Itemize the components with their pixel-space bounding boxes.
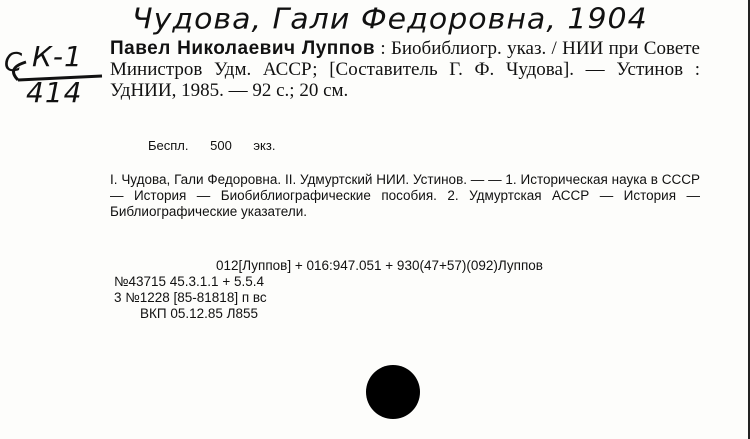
code-line-2: №43715 45.3.1.1 + 5.5.4 bbox=[114, 274, 264, 289]
shelf-code-letter: С bbox=[4, 48, 24, 78]
entry-author: Павел Николаевич Луппов bbox=[110, 38, 376, 59]
subject-headings: I. Чудова, Гали Федоровна. II. Удмуртский НИИ. Устинов. — — 1. Историческая наука в СССР — История — Биобиблиографические пособия. 2. Удмуртская АССР — История — Библиографические указатели. bbox=[110, 172, 700, 219]
punch-hole bbox=[366, 365, 420, 419]
handwritten-shelf-code bbox=[4, 40, 104, 110]
entry-body: : Биобиблиогр. указ. / НИИ при Совете Министров Удм. АССР; [Составитель Г. Ф. Чудова]. — Устинов : УдНИИ, 1985. — 92 с.; 20 см. bbox=[110, 38, 700, 101]
classification-codes bbox=[110, 258, 710, 322]
price-run: Беспл. 500 экз. bbox=[148, 138, 276, 153]
code-line-3: 3 №1228 [85-81818] п вс bbox=[114, 290, 267, 305]
code-line-4: ВКП 05.12.85 Л855 bbox=[140, 306, 259, 321]
bibliographic-entry bbox=[110, 38, 700, 101]
handwritten-heading: Чудова, Гали Федоровна, 1904 bbox=[132, 2, 648, 37]
code-line-1: 012[Луппов] + 016:947.051 + 930(47+57)(092)Луппов bbox=[216, 258, 543, 273]
shelf-code-top: К-1 bbox=[32, 40, 83, 73]
shelf-code-bottom: 414 bbox=[26, 76, 83, 109]
